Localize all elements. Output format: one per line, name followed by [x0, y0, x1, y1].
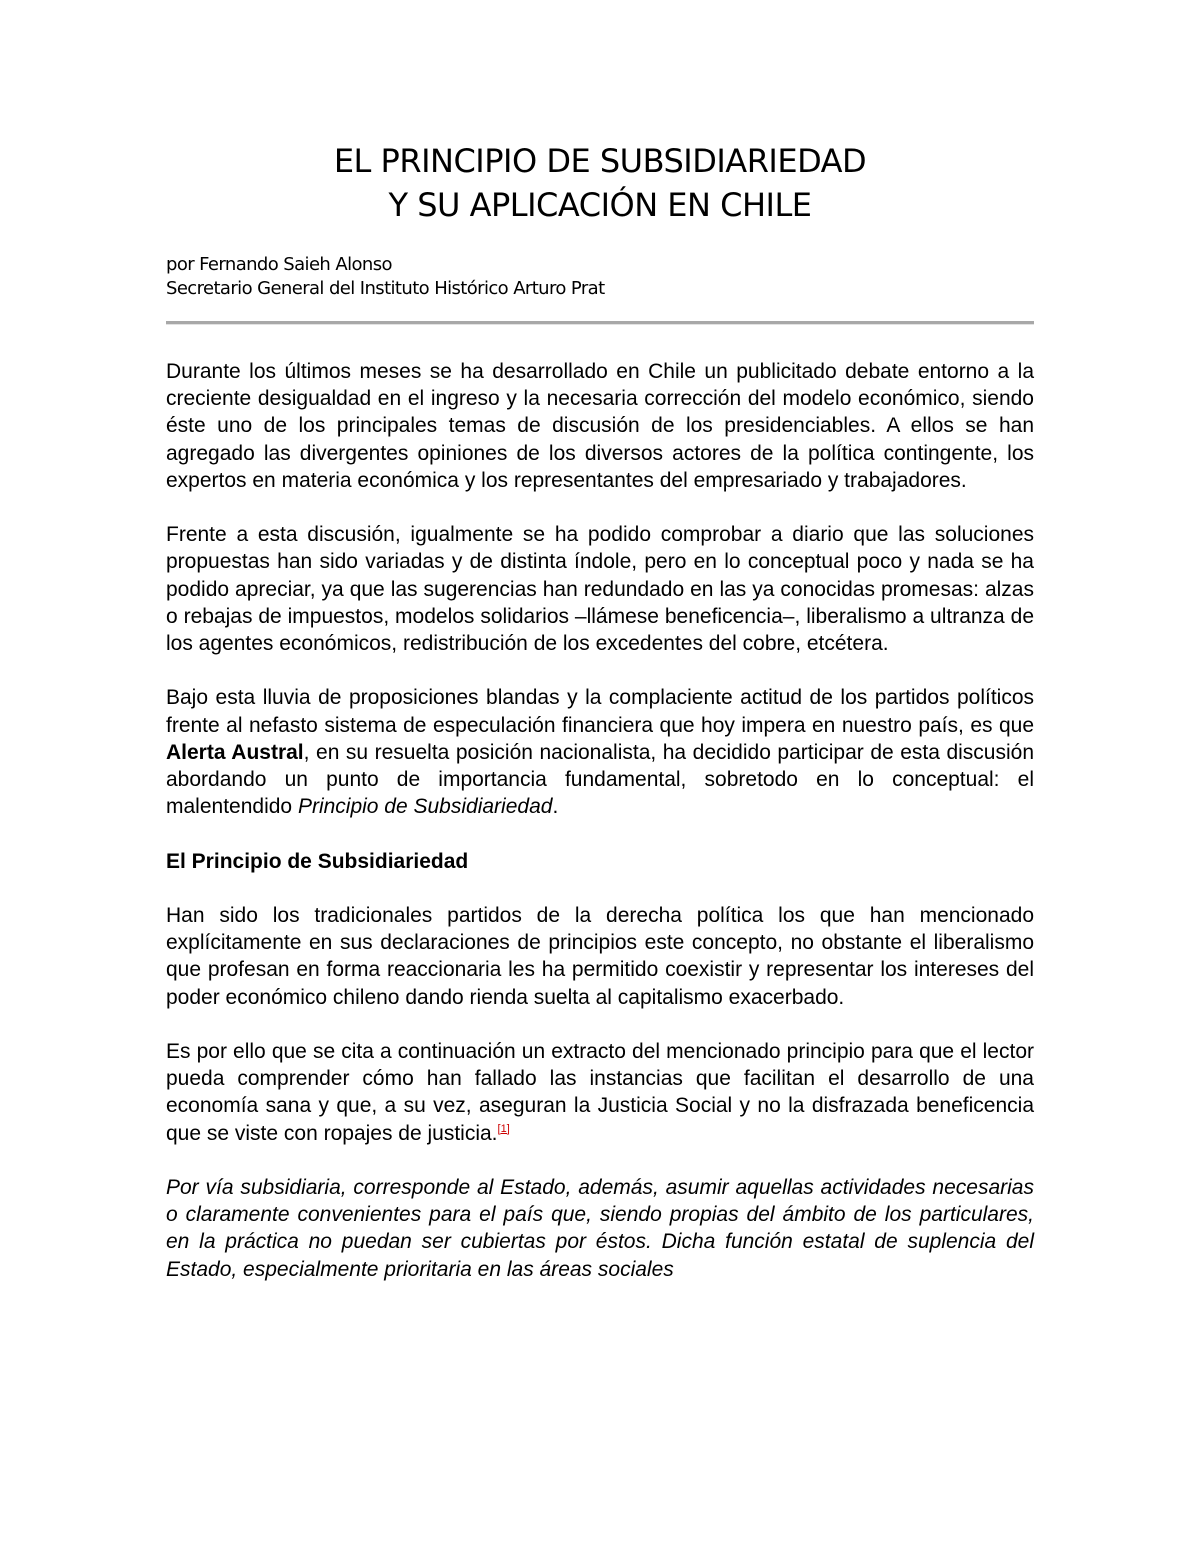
quote-paragraph: Por vía subsidiaria, corresponde al Estado, además, asumir aquellas actividades necesarias o claramente convenientes para el país que, siendo propias del ámbito de los particulares, en la práctica no puedan ser cubiertas por éstos. Dicha función estatal de suplencia del Estado, especialmente prioritaria en las áreas sociales: [166, 1176, 1034, 1281]
paragraph-3-text-b: , en su resuelta posición nacionalista, ha decidido participar de esta discusión abordando un punto de importancia fundamental, sobretodo en lo conceptual: el malentendido: [166, 740, 1034, 819]
paragraph-5: [166, 1038, 1034, 1147]
author-line: por Fernando Saieh Alonso: [166, 254, 392, 275]
section-heading: El Principio de Subsidiariedad: [166, 849, 469, 873]
paragraph-3-text-c: .: [552, 795, 559, 819]
paragraph-5-text: Es por ello que se cita a continuación un extracto del mencionado principio para que el lector pueda comprender cómo han fallado las instancias que facilitan el desarrollo de una economía sana y que, a su vez, aseguran la Justicia Social y no la disfrazada beneficencia que se viste con ropajes de justicia.: [166, 1040, 1034, 1145]
paragraph-3: [166, 684, 1034, 820]
document-title-line-1: EL PRINCIPIO DE SUBSIDIARIEDAD: [333, 142, 867, 180]
author-role-line: Secretario General del Instituto Histórico Arturo Prat: [166, 278, 605, 299]
document-title-line-2: Y SU APLICACIÓN EN CHILE: [388, 186, 812, 224]
paragraph-4: Han sido los tradicionales partidos de la derecha política los que han mencionado explícitamente en sus declaraciones de principios este concepto, no obstante el liberalismo que profesan en forma reaccionaria les ha permitido coexistir y representar los intereses del poder económico chileno dando rienda suelta al capitalismo exacerbado.: [166, 904, 1034, 1009]
paragraph-3-text-a: Bajo esta lluvia de proposiciones blandas y la complaciente actitud de los partidos políticos frente al nefasto sistema de especulación financiera que hoy impera en nuestro país, es que: [166, 686, 1034, 737]
paragraph-2: Frente a esta discusión, igualmente se ha podido comprobar a diario que las soluciones propuestas han sido variadas y de distinta índole, pero en lo conceptual poco y nada se ha podido apreciar, ya que las sugerencias han redundado en las ya conocidas promesas: alzas o rebajas de impuestos, modelos solidarios –llámese beneficencia–, liberalismo a ultranza de los agentes económicos, redistribución de los excedentes del cobre, etcétera.: [166, 523, 1034, 656]
paragraph-1: Durante los últimos meses se ha desarrollado en Chile un publicitado debate entorno a la creciente desigualdad en el ingreso y la necesaria corrección del modelo económico, siendo éste uno de los principales temas de discusión de los presidenciables. A ellos se han agregado las divergentes opiniones de los diversos actores de la política contingente, los expertos en materia económica y los representantes del empresariado y trabajadores.: [166, 360, 1034, 492]
document-body: [166, 358, 1034, 1310]
principle-italic: Principio de Subsidiariedad: [297, 795, 553, 819]
alerta-austral-bold: Alerta Austral: [166, 740, 304, 764]
footnote-link[interactable]: [1]: [497, 1122, 510, 1135]
header-divider: [166, 321, 1034, 325]
